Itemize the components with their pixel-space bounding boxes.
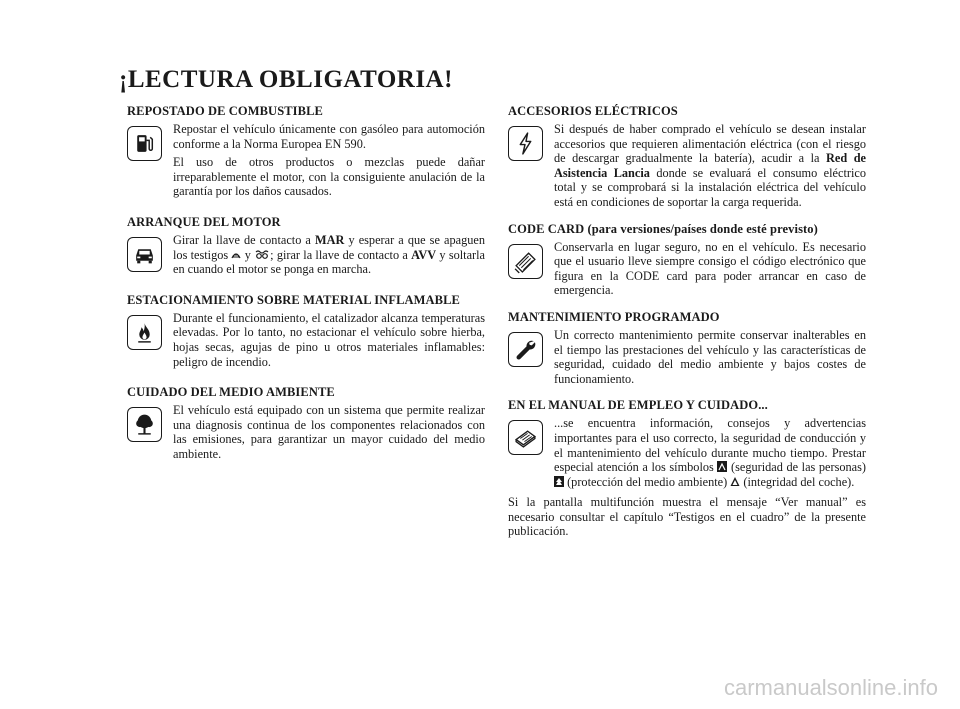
section-heading-maintenance: MANTENIMIENTO PROGRAMADO bbox=[508, 309, 720, 324]
environment-text: El vehículo está equipado con un sistema que permite realizar una diagnosis continua de los componentes relacionados con las emisiones, para garantizar un mayor cuidado del medio ambiente. bbox=[173, 403, 485, 461]
left-column bbox=[127, 104, 485, 466]
tree-icon bbox=[127, 407, 162, 442]
parking-text: Durante el funcionamiento, el catalizador alcanza temperaturas elevadas. Por lo tanto, no estacionar el vehículo sobre hierba, hojas secas, agujas de pino u otros materiales inflamables: peligro de incendio. bbox=[173, 310, 485, 369]
watermark: carmanualsonline.info bbox=[723, 675, 938, 700]
section-maintenance bbox=[508, 328, 866, 386]
section-engine-start bbox=[127, 233, 485, 277]
engine-start-text: Girar la llave de contacto a MAR y esperar a que se apaguen los testigos y ; girar la llave de contacto a AVV y soltarla en cuando el motor se ponga en marcha. bbox=[173, 232, 486, 277]
glow-plug-warning-icon bbox=[231, 249, 241, 260]
section-heading-manual: EN EL MANUAL DE EMPLEO Y CUIDADO... bbox=[508, 398, 768, 413]
section-heading-parking: ESTACIONAMIENTO SOBRE MATERIAL INFLAMABLE bbox=[127, 292, 460, 307]
car-integrity-icon bbox=[730, 476, 740, 487]
maintenance-text: Un correcto mantenimiento permite conservar inalterables en el tiempo las prestaciones del vehículo y las características de seguridad, cuidado del medio ambiente y bajos costes de funcionamiento. bbox=[554, 327, 866, 386]
section-heading-environment: CUIDADO DEL MEDIO AMBIENTE bbox=[127, 385, 335, 400]
section-environment bbox=[127, 403, 485, 461]
manual-book-icon bbox=[508, 420, 543, 455]
preheat-warning-icon bbox=[254, 249, 270, 260]
fuel-text-2: El uso de otros productos o mezclas puede dañar irreparablemente el motor, con la consiguiente anulación de la garantía por los daños causados. bbox=[173, 155, 485, 199]
code-card-text: Conservarla en lugar seguro, no en el vehículo. Es necesario que el usuario lleve siempre consigo el código electrónico que figura en la CODE card para poder arrancar en caso de emergencia. bbox=[554, 239, 866, 298]
person-safety-icon bbox=[717, 461, 727, 472]
lightning-icon bbox=[508, 126, 543, 161]
section-manual bbox=[508, 416, 866, 489]
right-column bbox=[508, 104, 866, 539]
section-code-card bbox=[508, 240, 866, 298]
section-heading-fuel: REPOSTADO DE COMBUSTIBLE bbox=[127, 104, 323, 118]
section-heading-code-card: CODE CARD (para versiones/países donde esté previsto) bbox=[508, 221, 818, 236]
footer-note: Si la pantalla multifunción muestra el mensaje “Ver manual” es necesario consultar el capítulo “Testigos en el cuadro” de la presente publicación. bbox=[508, 495, 866, 539]
section-heading-electrical: ACCESORIOS ELÉCTRICOS bbox=[508, 104, 678, 118]
environment-protection-icon bbox=[554, 476, 564, 487]
code-card-icon bbox=[508, 244, 543, 279]
fuel-text-1: Repostar el vehículo únicamente con gasóleo para automoción conforme a la Norma Europea EN 590. bbox=[173, 122, 485, 151]
car-icon bbox=[127, 237, 162, 272]
section-fuel bbox=[127, 122, 485, 199]
manual-text: ...se encuentra información, consejos y advertencias importantes para el uso correcto, la seguridad de conducción y el mantenimiento del vehículo durante mucho tiempo. Prestar especial atención a los símbolos (seguridad de las personas) (protección del medio ambiente) (integridad del coche). bbox=[554, 416, 867, 489]
electrical-text: Si después de haber comprado el vehículo se desean instalar accesorios que requieren alimentación eléctrica (con el riesgo de descargar gradualmente la batería), acudir a la Red de Asistencia Lancia donde se evaluará el consumo eléctrico total y se comprobará si la instalación eléctrica del vehículo está en condiciones de soportar la carga requerida. bbox=[554, 122, 866, 209]
fuel-pump-icon bbox=[127, 126, 162, 161]
page-title: ¡LECTURA OBLIGATORIA! bbox=[119, 66, 453, 93]
wrench-icon bbox=[508, 332, 543, 367]
section-electrical bbox=[508, 122, 866, 210]
flame-icon bbox=[127, 315, 162, 350]
section-parking bbox=[127, 311, 485, 369]
section-heading-engine-start: ARRANQUE DEL MOTOR bbox=[127, 214, 281, 229]
